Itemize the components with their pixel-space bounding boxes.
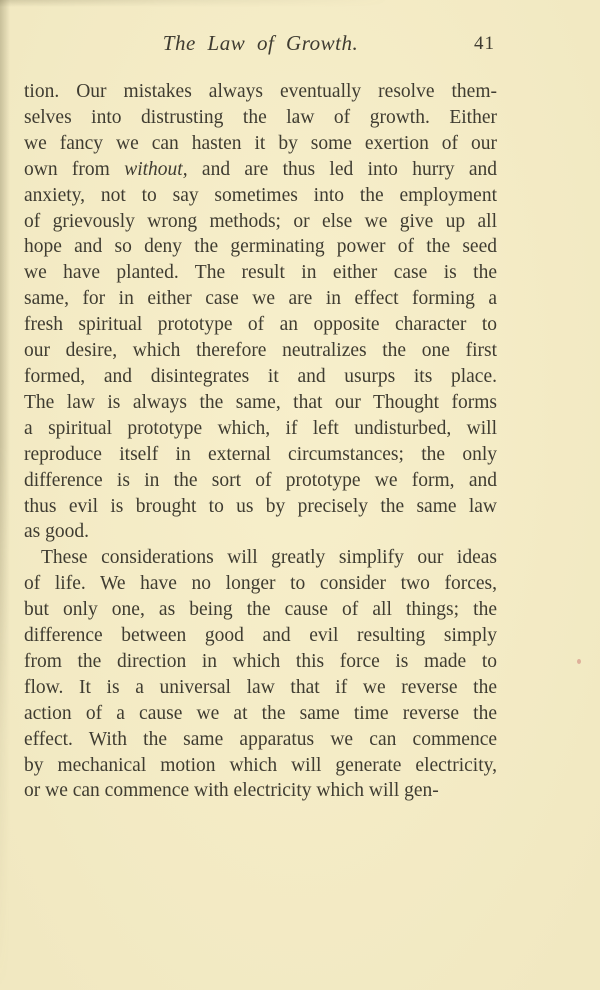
text-line: tion. Our mistakes always eventually resolve them-: [24, 81, 497, 102]
text-line: we have planted. The result in either case is the: [24, 262, 497, 284]
scan-speck: [295, 119, 298, 122]
text-line: reproduce itself in external circumstances; the only: [24, 443, 497, 465]
page-edge-shadow-top: [0, 0, 600, 7]
text-line: effect. With the same apparatus we can commence: [24, 728, 497, 750]
text-line: The law is always the same, that our Thought forms: [24, 391, 497, 413]
text-line: from the direction in which this force is made to: [24, 650, 497, 672]
text-line: hope and so deny the germinating power of the seed: [24, 236, 497, 258]
text-line: difference is in the sort of prototype we form, and: [24, 469, 497, 491]
text-line: by mechanical motion which will generate electricity,: [24, 754, 497, 776]
text-line: a spiritual prototype which, if left undisturbed, will: [24, 417, 497, 439]
text-line: selves into distrusting the law of growth. Either: [24, 106, 497, 128]
text-line: our desire, which therefore neutralizes the one first: [24, 340, 497, 362]
scan-speck: [577, 659, 581, 664]
text-line: or we can commence with electricity which will gen-: [24, 780, 439, 802]
text-line: same, for in either case we are in effect forming a: [24, 288, 497, 310]
text-line: formed, and disintegrates it and usurps its place.: [24, 365, 497, 387]
text-line: we fancy we can hasten it by some exertion of our: [24, 132, 497, 154]
text-line: These considerations will greatly simplify our ideas: [41, 547, 497, 569]
text-line: anxiety, not to say sometimes into the employment: [24, 184, 497, 206]
page-body: [24, 79, 497, 804]
page-header: [24, 31, 497, 57]
text-line: of life. We have no longer to consider two forces,: [24, 573, 497, 595]
text-line: of grievously wrong methods; or else we give up all: [24, 210, 497, 232]
running-title: The Law of Growth.: [162, 31, 359, 55]
paragraph: [24, 79, 497, 545]
text-line: own from without, and are thus led into hurry and: [24, 158, 497, 180]
text-line: action of a cause we at the same time reverse the: [24, 702, 497, 724]
text-line: difference between good and evil resulting simply: [24, 625, 497, 647]
paragraph: [24, 545, 497, 804]
page-edge-shadow-left: [0, 0, 10, 990]
text-line: as good.: [24, 521, 89, 543]
text-line: flow. It is a universal law that if we reverse the: [24, 676, 497, 698]
text-line: fresh spiritual prototype of an opposite character to: [24, 314, 497, 336]
page-number: 41: [474, 33, 495, 54]
text-line: but only one, as being the cause of all things; the: [24, 599, 497, 621]
text-line: thus evil is brought to us by precisely the same law: [24, 495, 497, 517]
